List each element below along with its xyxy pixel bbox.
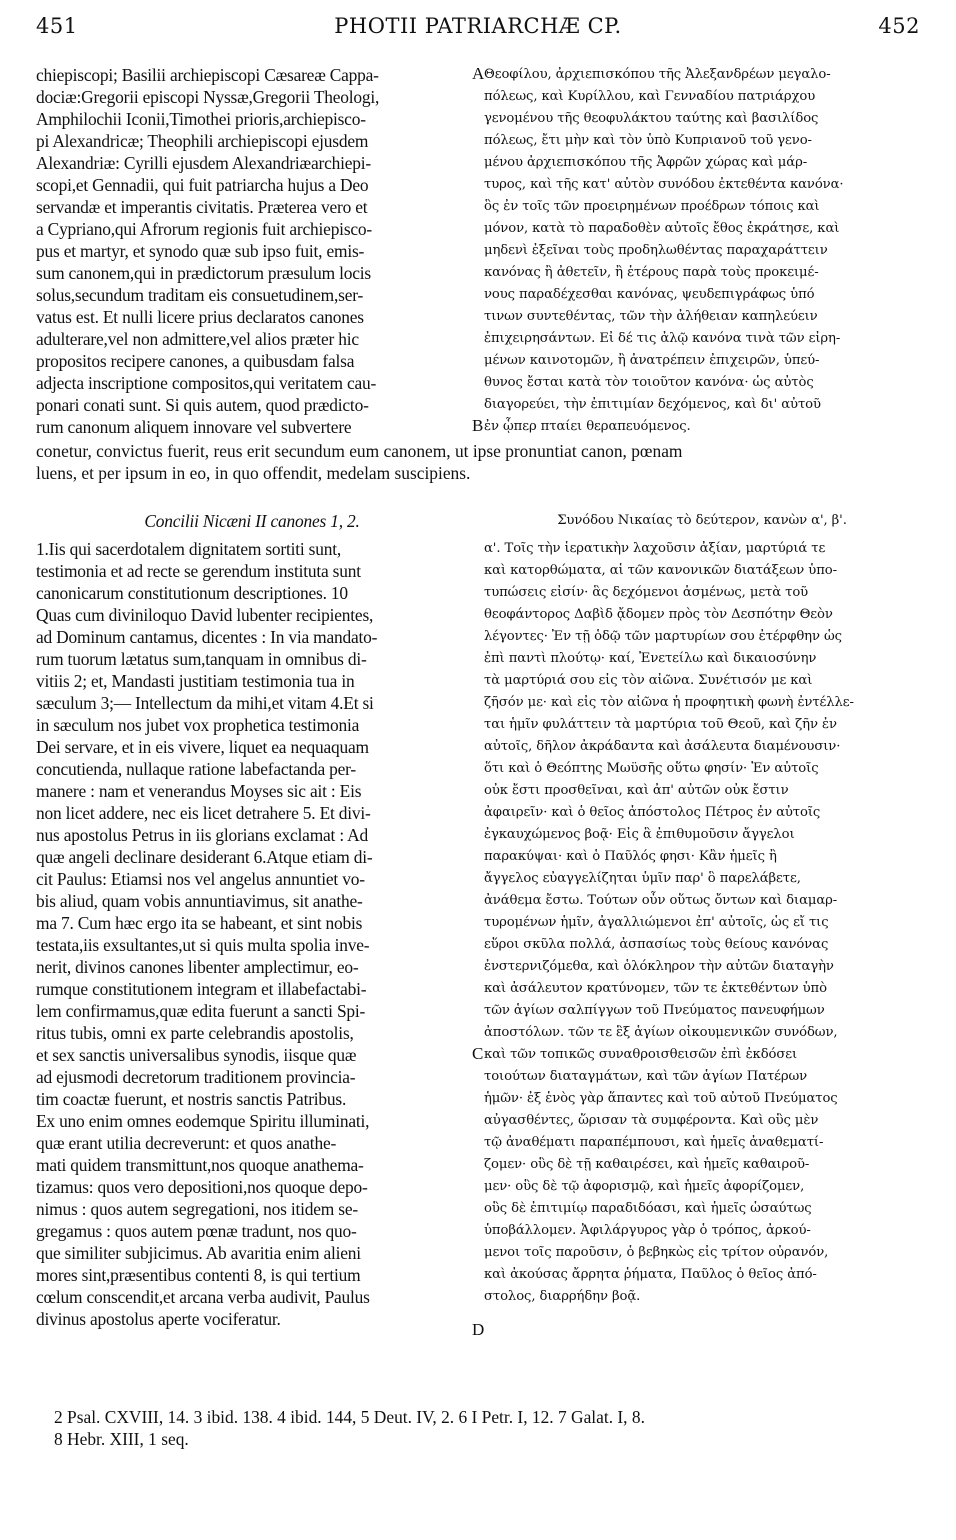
text-line: tizamus: quos vero depositioni,nos quoque depo- bbox=[36, 1177, 368, 1197]
text-line: nimus : quos autem segregationi, nos itidem se- bbox=[36, 1199, 358, 1219]
text-line: rumque constitutionem integram et illabefactabi- bbox=[36, 979, 367, 999]
text-line: εὕροι σκῦλα πολλά, ἀσπασίως τοὺς θείους κανόνας bbox=[484, 937, 829, 952]
heading-latin-text: Concilii Nicæni II canones 1, 2. bbox=[144, 511, 360, 531]
text-line: ὃς ἐν τοῖς τῶν προειρημένων προέδρων τόποις καὶ bbox=[484, 199, 820, 214]
text-line: mati quidem transmittunt,nos quoque anathema- bbox=[36, 1155, 364, 1175]
text-line: cœlum conscendit,et arcana verba audivit, Paulus bbox=[36, 1287, 370, 1307]
text-line: a Cypriano,qui Afrorum regionis fuit archiepisco- bbox=[36, 219, 372, 239]
page-number-left: 451 bbox=[36, 14, 78, 38]
text-line: nus apostolus Petrus in iis glorians exclamat : Ad bbox=[36, 825, 368, 845]
text-line: quæ angeli declinare desiderant 6.Atque etiam di- bbox=[36, 847, 373, 867]
text-line: ἐν ᾧπερ πταίει θεραπευόμενος. bbox=[484, 419, 691, 434]
text-line: vitiis 2; et, Mandasti justitiam testimonia tua in bbox=[36, 671, 355, 691]
text-line: gregamus : quos autem pœnæ tradunt, nos quo- bbox=[36, 1221, 357, 1241]
text-line: Amphilochii Iconii,Timothei prioris,archiepisco- bbox=[36, 109, 366, 129]
margin-marker-a: A bbox=[472, 64, 485, 83]
text-line: ἐνστερνιζόμεθα, καὶ ὁλόκληρον τὴν αὐτῶν διαταγὴν bbox=[484, 959, 834, 974]
text-line: tim coactæ fuerunt, et nostris sanctis Patribus. bbox=[36, 1089, 347, 1109]
text-line: τοιούτων διαταγμάτων, καὶ τῶν ἁγίων Πατέρων bbox=[484, 1069, 808, 1084]
margin-marker-d: D bbox=[472, 1320, 485, 1339]
footnotes bbox=[54, 1406, 920, 1450]
text-line: στολος, διαρρήδην βοᾷ. bbox=[484, 1289, 641, 1304]
text-line: καὶ τῶν τοπικῶς συναθροισθεισῶν ἐπὶ ἐκδόσει bbox=[484, 1047, 798, 1062]
text-line: καὶ κατορθώματα, αἱ τῶν κανονικῶν διατάξεων ὑπο- bbox=[484, 563, 837, 578]
text-line: ma 7. Cum hæc ergo ita se habeant, et sint nobis bbox=[36, 913, 363, 933]
text-line: τὰ μαρτύριά σου εἰς τὸν αἰῶνα. Συνέτισόν με καὶ bbox=[484, 673, 813, 688]
text-line: ἡμῶν· ἐξ ἑνὸς γὰρ ἅπαντες καὶ τοῦ αὐτοῦ Πνεύματος bbox=[484, 1091, 838, 1106]
text-line: Θεοφίλου, ἀρχιεπισκόπου τῆς Ἀλεξανδρέων μεγαλο- bbox=[484, 67, 831, 82]
text-line: testimonia et ad recte se gerendum instituta sunt bbox=[36, 561, 361, 581]
text-line: et sex sanctis universalibus synodis, iisque quæ bbox=[36, 1045, 357, 1065]
text-line: τυπώσεις εἰσίν· ἃς δεχόμενοι ἀσμένως, μετὰ τοῦ bbox=[484, 585, 809, 600]
text-line: ὅτι καὶ ὁ Θεόπτης Μωϋσῆς οὕτω φησίν· Ἐν αὐτοῖς bbox=[484, 761, 819, 776]
heading-greek bbox=[484, 510, 920, 532]
text-line: ad ejusmodi decretorum traditionem provincia- bbox=[36, 1067, 356, 1087]
running-title: PHOTII PATRIARCHÆ CP. bbox=[334, 14, 622, 38]
text-line: ἐπὶ παντὶ πλούτῳ· καί, Ἐνετείλω καὶ δικαιοσύνην bbox=[484, 651, 817, 666]
text-line: adjecta inscriptione compositos,qui veritatem cau- bbox=[36, 373, 377, 393]
text-line: dociæ:Gregorii episcopi Nyssæ,Gregorii Theologi, bbox=[36, 87, 380, 107]
text-line: μένου ἀρχιεπισκόπου τῆς Ἀφρῶν χώρας καὶ μάρ- bbox=[484, 155, 808, 170]
text-line: conetur, convictus fuerit, reus erit secundum eum canonem, ut ipse pronuntiat canon, pœnam bbox=[36, 441, 683, 461]
text-line: non licet addere, nec eis licet detrahere 5. Et divi- bbox=[36, 803, 371, 823]
text-line: πόλεως, ἔτι μὴν καὶ τὸν ὑπὸ Κυπριανοῦ τοῦ γενο- bbox=[484, 133, 812, 148]
text-line: καὶ ἀκούσας ἄρρητα ῥήματα, Παῦλος ὁ θεῖος ἀπό- bbox=[484, 1267, 817, 1282]
text-line: in sæculum nos jubet vox prophetica testimonia bbox=[36, 715, 360, 735]
text-line: quæ erant utilia decreverunt: et quos anathe- bbox=[36, 1133, 337, 1153]
greek-column-bottom bbox=[484, 538, 920, 1308]
page-header bbox=[36, 14, 920, 46]
text-line: bis aliud, quam vobis annuntiavimus, sit anathe- bbox=[36, 891, 363, 911]
latin-column-bottom bbox=[36, 538, 468, 1330]
text-line: παρακύψαι· καὶ ὁ Παῦλός φησι· Κἂν ἡμεῖς ἢ bbox=[484, 849, 777, 864]
text-line: ἀνάθεμα ἔστω. Τούτων οὖν οὕτως ὄντων καὶ διαμαρ- bbox=[484, 893, 838, 908]
text-line: cit Paulus: Etiamsi nos vel angelus annuntiet vo- bbox=[36, 869, 365, 889]
text-line: propositos recipere canones, a quibusdam falsa bbox=[36, 351, 355, 371]
text-line: λέγοντες· Ἐν τῇ ὁδῷ τῶν μαρτυρίων σου ἐτέρφθην ὡς bbox=[484, 629, 842, 644]
text-line: ad Dominum cantamus, dicentes : In via mandato- bbox=[36, 627, 378, 647]
text-line: τυρος, καὶ τῆς κατ' αὐτὸν συνόδου ἐκτεθέντα κανόνα· bbox=[484, 177, 844, 192]
text-line: ἀφαιρεῖν· καὶ ὁ θεῖος ἀπόστολος Πέτρος ἐν αὐτοῖς bbox=[484, 805, 821, 820]
text-line: solus,secundum traditam eis consuetudinem,ser- bbox=[36, 285, 364, 305]
text-line: ἀποστόλων. τῶν τε ἓξ ἁγίων οἰκουμενικῶν συνόδων, bbox=[484, 1025, 838, 1040]
margin-marker-c: C bbox=[472, 1044, 484, 1063]
text-line: adulterare,vel non admittere,vel alios præter hic bbox=[36, 329, 359, 349]
text-line: sum canonem,qui in prædictorum præsulum locis bbox=[36, 263, 371, 283]
text-line: ἄγγελος εὐαγγελίζηται ὑμῖν παρ' ὃ παρελάβετε, bbox=[484, 871, 801, 886]
text-line: Ex uno enim omnes eodemque Spiritu illuminati, bbox=[36, 1111, 370, 1131]
text-line: concutienda, nullaque ratione labefactanda per- bbox=[36, 759, 357, 779]
text-line: mores sint,præsentibus contenti 8, is qui tertium bbox=[36, 1265, 361, 1285]
footnote-line: 2 Psal. CXVIII, 14. 3 ibid. 138. 4 ibid. 144, 5 Deut. IV, 2. 6 I Petr. I, 12. 7 Galat. I, 8. bbox=[54, 1407, 645, 1427]
text-line: Quas cum diviniloquo David lubenter recipientes, bbox=[36, 605, 374, 625]
text-line: μενοι τοῖς παροῦσιν, ὁ βεβηκὼς εἰς τρίτον οὐρανόν, bbox=[484, 1245, 829, 1260]
text-line: κανόνας ἢ ἀθετεῖν, ἢ ἑτέρους παρὰ τοὺς προκειμέ- bbox=[484, 265, 819, 280]
text-line: μεν· οὓς δὲ τῷ ἀφορισμῷ, καὶ ἡμεῖς ἀφορίζομεν, bbox=[484, 1179, 805, 1194]
text-line: rum tuorum lætatus sum,tanquam in omnibus di- bbox=[36, 649, 367, 669]
text-line: que similiter subjicimus. Ab avaritia enim alieni bbox=[36, 1243, 361, 1263]
text-line: ται ἡμῖν φυλάττειν τὰ μαρτύρια τοῦ Θεοῦ, καὶ ζῆν ἐν bbox=[484, 717, 837, 732]
text-line: pus et martyr, et synodo quæ sub ipso fuit, emis- bbox=[36, 241, 365, 261]
heading-greek-text: Συνόδου Νικαίας τὸ δεύτερον, κανὼν α', β'. bbox=[557, 513, 847, 528]
text-line: οὐκ ἔστι προσθεῖναι, καὶ ἀπ' αὐτῶν οὐκ ἔστιν bbox=[484, 783, 789, 798]
text-line: scopi,et Gennadii, qui fuit patriarcha hujus a Deo bbox=[36, 175, 369, 195]
text-line: ζῆσόν με· καὶ εἰς τὸν αἰῶνα ἡ προφητικὴ φωνὴ ἐντέλλε- bbox=[484, 695, 854, 710]
text-line: nerit, divinos canones libenter amplectimur, eo- bbox=[36, 957, 359, 977]
text-line: μηδενὶ ἐξεῖναι τοὺς προδηλωθέντας παραχαράττειν bbox=[484, 243, 828, 258]
text-line: θυνος ἔσται κατὰ τὸν τοιοῦτον κανόνα· ὡς αὐτὸς bbox=[484, 375, 814, 390]
text-line: οὓς δὲ ἐπιτιμίῳ παραδιδόασι, καὶ ἡμεῖς ὡσαύτως bbox=[484, 1201, 812, 1216]
text-line: canonicarum constitutionum descriptiones. 10 bbox=[36, 583, 348, 603]
text-line: sæculum 3;— Intellectum da mihi,et vitam 4.Et si bbox=[36, 693, 374, 713]
text-line: καὶ ἀσάλευτον κρατύνομεν, τῶν τε ἐκτεθέντων ὑπὸ bbox=[484, 981, 827, 996]
text-line: νους παραδέχεσθαι κανόνας, ψευδεπιγράφως ὑπό bbox=[484, 287, 815, 302]
text-line: vatus est. Et nulli licere prius declaratos canones bbox=[36, 307, 364, 327]
text-line: τυρομένων ἡμῖν, ἀγαλλιώμενοι ἐπ' αὐτοῖς, ὡς εἴ τις bbox=[484, 915, 829, 930]
text-line: luens, et per ipsum in eo, in quo offendit, medelam suscipiens. bbox=[36, 463, 471, 483]
text-line: διαγορεύει, τὴν ἐπιτιμίαν δεχόμενος, καὶ δι' αὐτοῦ bbox=[484, 397, 821, 412]
text-line: ponari conati sunt. Si quis autem, quod prædicto- bbox=[36, 395, 369, 415]
text-line: lem confirmamus,quæ edita fuerunt a sancti Spi- bbox=[36, 1001, 366, 1021]
footnote-line: 8 Hebr. XIII, 1 seq. bbox=[54, 1429, 189, 1449]
greek-column-top bbox=[484, 64, 920, 438]
text-line: Dei servare, et in eis vivere, liquet ea nequaquam bbox=[36, 737, 369, 757]
text-line: αὐτοῖς, δῆλον ἀκράδαντα καὶ ἀσάλευτα διαμένουσιν· bbox=[484, 739, 841, 754]
text-line: γενομένου τῆς θεοφυλάκτου ταύτης καὶ βασιλίδος bbox=[484, 111, 819, 126]
text-line: divinus apostolus aperte vociferatur. bbox=[36, 1309, 281, 1329]
text-line: 1.Iis qui sacerdotalem dignitatem sortiti sunt, bbox=[36, 539, 342, 559]
text-line: testata,iis exsultantes,ut si quis multa spolia inve- bbox=[36, 935, 370, 955]
text-line: μόνον, κατὰ τὸ παραδοθὲν αὐτοῖς ἔθος ἐκράτησε, καὶ bbox=[484, 221, 840, 236]
margin-marker-b: B bbox=[472, 416, 484, 435]
text-line: chiepiscopi; Basilii archiepiscopi Cæsareæ Cappa- bbox=[36, 65, 379, 85]
text-line: ἐπιχειρησάντων. Εἰ δέ τις ἀλῷ κανόνα τινὰ τῶν εἰρη- bbox=[484, 331, 841, 346]
text-line: rum canonum aliquem innovare vel subvertere bbox=[36, 417, 352, 437]
text-line: ritus tubis, omni ex parte celebrandis apostolis, bbox=[36, 1023, 354, 1043]
page-number-right: 452 bbox=[878, 14, 920, 38]
text-line: πόλεως, καὶ Κυρίλλου, καὶ Γενναδίου πατριάρχου bbox=[484, 89, 816, 104]
heading-latin bbox=[36, 510, 468, 532]
text-line: ἐγκαυχώμενος βοᾷ· Εἰς ἃ ἐπιθυμοῦσιν ἄγγελοι bbox=[484, 827, 795, 842]
latin-column-top bbox=[36, 64, 468, 438]
text-line: τινων συντεθέντας, τῶν τὴν ἀλήθειαν καπηλεύειν bbox=[484, 309, 818, 324]
text-line: ζομεν· οὓς δὲ τῇ καθαιρέσει, καὶ ἡμεῖς καθαιροῦ- bbox=[484, 1157, 810, 1172]
text-line: α'. Τοῖς τὴν ἱερατικὴν λαχοῦσιν ἀξίαν, μαρτύριά τε bbox=[484, 541, 826, 556]
text-line: τῷ ἀναθέματι παραπέμπουσι, καὶ ἡμεῖς ἀναθεματί- bbox=[484, 1135, 824, 1150]
text-line: τῶν ἁγίων σαλπίγγων τοῦ Πνεύματος πανευφήμων bbox=[484, 1003, 825, 1018]
text-line: Alexandriæ: Cyrilli ejusdem Alexandriæarchiepi- bbox=[36, 153, 371, 173]
full-width-text bbox=[36, 440, 920, 484]
text-line: servandæ et imperantis civitatis. Præterea vero et bbox=[36, 197, 368, 217]
text-line: ὑποβάλλομεν. Ἀφιλάργυρος γὰρ ὁ τρόπος, ἀρκού- bbox=[484, 1223, 811, 1238]
text-line: μένων καινοτομῶν, ἢ ἀνατρέπειν ἐπιχειρῶν, ὑπεύ- bbox=[484, 353, 820, 368]
text-line: manere : nam et venerandus Moyses sic ait : Eis bbox=[36, 781, 362, 801]
text-line: αὐγασθέντες, ὥρισαν τὰ συμφέροντα. Καὶ οὓς μὲν bbox=[484, 1113, 819, 1128]
text-line: θεοφάντορος Δαβὶδ ᾄδομεν πρὸς τὸν Δεσπότην Θεὸν bbox=[484, 607, 833, 622]
text-line: pi Alexandricæ; Theophili archiepiscopi ejusdem bbox=[36, 131, 369, 151]
